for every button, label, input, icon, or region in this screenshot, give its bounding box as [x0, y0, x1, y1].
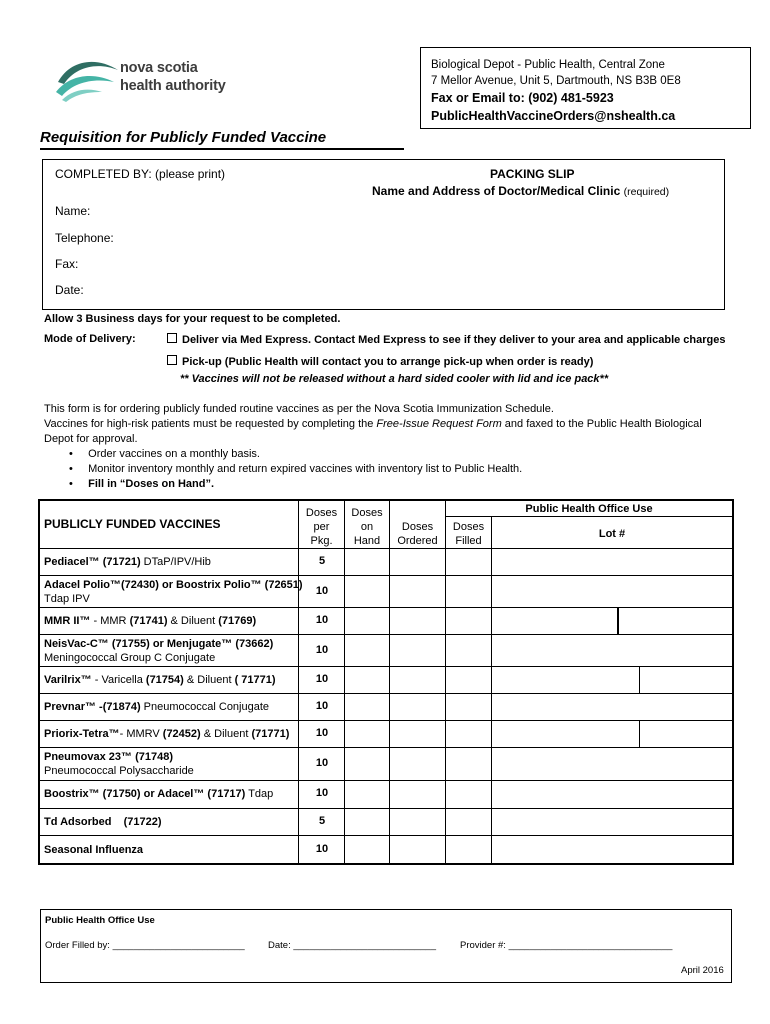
doses-filled-header: Doses Filled	[452, 521, 485, 547]
doses-per-pkg-neisvac: 10	[315, 644, 329, 656]
depot-name: Biological Depot - Public Health, Central Zone	[431, 59, 665, 71]
office-date-field[interactable]: Date: ___________________________	[268, 940, 436, 951]
doses-per-pkg-varilrix: 10	[315, 673, 329, 685]
vaccine-row-pediacel: Pediacel™ (71721) DTaP/IPV/Hib	[44, 556, 211, 568]
vaccine-row-neisvac: NeisVac-C™ (71755) or Menjugate™ (73662) Meningococcal Group C Conjugate	[44, 638, 274, 664]
delivery-option-med-express[interactable]	[167, 333, 726, 346]
packing-slip-heading: PACKING SLIP	[490, 167, 575, 181]
required-note: (required)	[623, 186, 670, 198]
doses-per-pkg-adacel-polio: 10	[315, 585, 329, 597]
logo-text-line2: health authority	[120, 78, 226, 94]
doses-per-pkg-header: Doses per Pkg.	[305, 507, 338, 547]
free-issue-form-name: Free-Issue Request Form	[376, 418, 502, 430]
med-express-label: Deliver via Med Express. Contact Med Express to see if they deliver to your area and applicable charges	[182, 334, 726, 346]
completed-by-box	[42, 159, 725, 310]
order-filled-by-field[interactable]: Order Filled by: _________________________	[45, 940, 245, 951]
vaccine-row-td-adsorbed: Td Adsorbed (71722)	[44, 816, 162, 828]
vaccine-row-seasonal-influenza: Seasonal Influenza	[44, 844, 144, 856]
vaccine-row-mmr: MMR II™ - MMR (71741) & Diluent (71769)	[44, 615, 257, 627]
pickup-label: Pick-up (Public Health will contact you to arrange pick-up when order is ready)	[182, 356, 594, 368]
cooler-note: ** Vaccines will not be released without a hard sided cooler with lid and ice pack**	[180, 373, 609, 385]
completed-by-heading: COMPLETED BY: (please print)	[55, 167, 226, 181]
bullet-3: • Fill in “Doses on Hand”.	[69, 478, 215, 490]
pickup-checkbox[interactable]	[167, 355, 177, 365]
vaccine-row-boostrix: Boostrix™ (71750) or Adacel™ (71717) Tdap	[44, 788, 274, 800]
doses-per-pkg-boostrix: 10	[315, 787, 329, 799]
doctor-clinic-label: Name and Address of Doctor/Medical Clinic	[372, 184, 621, 198]
telephone-field[interactable]: Telephone:	[55, 231, 114, 245]
nova-scotia-health-logo-icon	[56, 52, 120, 102]
fax-field[interactable]: Fax:	[55, 257, 79, 271]
form-title: Requisition for Publicly Funded Vaccine	[40, 129, 327, 146]
delivery-option-pickup[interactable]	[167, 355, 593, 368]
vaccine-row-prevnar: Prevnar™ -(71874) Pneumococcal Conjugate	[44, 701, 270, 713]
depot-address-box	[420, 47, 751, 129]
doses-ordered-header: Doses Ordered	[397, 521, 438, 547]
info-line-3: Depot for approval.	[44, 433, 138, 445]
doses-per-pkg-td-adsorbed: 5	[318, 815, 326, 827]
form-revision-date: April 2016	[681, 965, 724, 976]
doses-per-pkg-pneumovax: 10	[315, 757, 329, 769]
depot-fax: Fax or Email to: (902) 481-5923	[431, 91, 614, 105]
info-line-1: This form is for ordering publicly funded routine vaccines as per the Nova Scotia Immunization Schedule.	[44, 403, 554, 415]
depot-address: 7 Mellor Avenue, Unit 5, Dartmouth, NS B3B 0E8	[431, 75, 681, 87]
vaccine-row-varilrix: Varilrix™ - Varicella (71754) & Diluent ( 71771)	[44, 674, 276, 686]
doses-per-pkg-priorix-tetra: 10	[315, 727, 329, 739]
lot-number-header: Lot #	[598, 528, 626, 540]
logo-text-line1: nova scotia	[120, 60, 198, 76]
date-field[interactable]: Date:	[55, 283, 84, 297]
doses-on-hand-header: Doses on Hand	[351, 507, 383, 547]
vaccine-row-adacel-polio: Adacel Polio™(72430) or Boostrix Polio™ (72651) Tdap IPV	[44, 579, 303, 605]
med-express-checkbox[interactable]	[167, 333, 177, 343]
doses-per-pkg-pediacel: 5	[318, 555, 326, 567]
vaccine-row-pneumovax: Pneumovax 23™ (71748) Pneumococcal Polysaccharide	[44, 751, 194, 777]
info-line-2: Vaccines for high-risk patients must be requested by completing the Free-Issue Request Form and faxed to the Public Health Biological	[44, 418, 702, 430]
doses-per-pkg-seasonal-influenza: 10	[315, 843, 329, 855]
bullet-1: • Order vaccines on a monthly basis.	[69, 448, 260, 460]
doctor-clinic-field[interactable]	[372, 184, 669, 198]
business-days-note: Allow 3 Business days for your request to be completed.	[44, 313, 341, 325]
mode-of-delivery-label: Mode of Delivery:	[44, 333, 136, 345]
title-underline	[40, 148, 404, 150]
office-use-title: Public Health Office Use	[45, 915, 155, 926]
vaccine-row-priorix-tetra: Priorix-Tetra™- MMRV (72452) & Diluent (71771)	[44, 728, 290, 740]
depot-email: PublicHealthVaccineOrders@nshealth.ca	[431, 109, 676, 123]
office-use-header: Public Health Office Use	[525, 503, 653, 515]
vaccines-column-header: PUBLICLY FUNDED VACCINES	[44, 517, 221, 531]
doses-per-pkg-mmr: 10	[315, 614, 329, 626]
bullet-2: • Monitor inventory monthly and return expired vaccines with inventory list to Public Health.	[69, 463, 523, 475]
doses-per-pkg-prevnar: 10	[315, 700, 329, 712]
name-field[interactable]: Name:	[55, 204, 91, 218]
provider-number-field[interactable]: Provider #: _______________________________	[460, 940, 673, 951]
